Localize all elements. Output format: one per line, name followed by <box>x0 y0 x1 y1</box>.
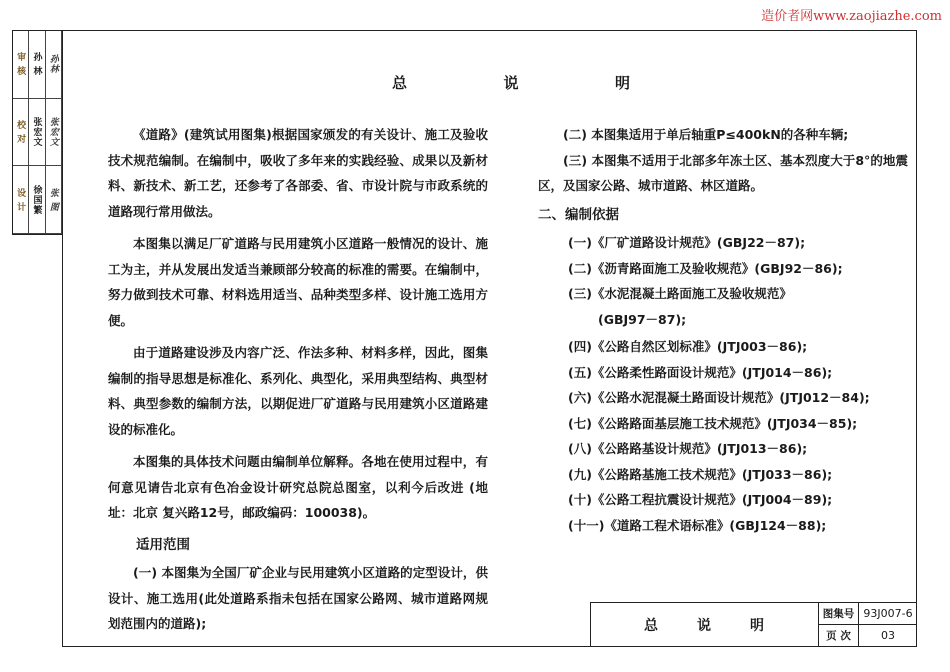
spec-item: (十一)《道路工程术语标准》(GBJ124－88); <box>568 517 827 533</box>
page-number-value: 03 <box>881 628 895 642</box>
atlas-number-label: 图集号 <box>819 603 859 625</box>
spec-item: (六)《公路水泥混凝土路面设计规范》(JTJ012－84); <box>568 390 870 405</box>
signature-review: 孙林 <box>46 31 62 99</box>
atlas-number-value: 93J007-6 <box>859 603 917 625</box>
role-design: 设 计 <box>13 166 29 234</box>
title-block-char-2: 说 <box>697 617 712 634</box>
principles-paragraph: 由于道路建设涉及内容广泛、作法多种、材料多样，因此，图集编制的指导思想是标准化、系列化、典型化，采用典型结构、典型材料、典型参数的编制方法，以期促进厂矿道路与民用建筑小区道路建设的标准化。 <box>108 345 488 437</box>
signature-proofread: 张宏文 <box>46 99 62 167</box>
role-review: 审 核 <box>13 31 29 99</box>
title-block-title <box>591 603 818 646</box>
page-title-char-2: 说 <box>503 74 521 92</box>
intro-paragraph: 《道路》(建筑试用图集)根据国家颁发的有关设计、施工及验收技术规范编制。在编制中，吸收了多年来的实践经验、成果以及新材料、新技术、新工艺，还参考了各部委、省、市设计院与市政系统的道路现行常用做法。 <box>108 127 488 219</box>
spec-item-continued: (GBJ97－87); <box>598 311 687 327</box>
title-block-char-1: 总 <box>644 617 659 634</box>
spec-item: (二)《沥青路面施工及验收规范》(GBJ92－86); <box>568 260 843 276</box>
page-title-char-1: 总 <box>392 74 410 92</box>
signature-strip <box>12 30 62 235</box>
scope-item-2: (二) 本图集适用于单后轴重P≤400kN的各种车辆; <box>563 127 849 142</box>
spec-item: (十)《公路工程抗震设计规范》(JTJ004－89); <box>568 492 833 507</box>
title-block-char-3: 明 <box>750 617 765 634</box>
spec-item: (八)《公路路基设计规范》(JTJ013－86); <box>568 441 808 456</box>
signature-design: 张 图 <box>46 166 62 234</box>
page-title-char-3: 明 <box>614 74 632 92</box>
name-design: 徐国繁 <box>29 166 45 234</box>
page-number-label: 页 次 <box>819 625 859 647</box>
title-block <box>590 602 917 647</box>
spec-item: (五)《公路柔性路面设计规范》(JTJ014－86); <box>568 364 833 380</box>
scope-heading: 适用范围 <box>136 536 190 553</box>
spec-item: (九)《公路路基施工技术规范》(JTJ033－86); <box>568 466 833 482</box>
scope-item-1: (一) 本图集为全国厂矿企业与民用建筑小区道路的定型设计，供设计、施工选用(此处道路系指未包括在国家公路网、城市道路网规划范围内的道路); <box>108 565 488 631</box>
scope-paragraph: 本图集以满足厂矿道路与民用建筑小区道路一般情况的设计、施工为主，并从发展出发适当兼顾部分较高的标准的需要。在编制中，努力做到技术可靠、材料选用适当、品种类型多样、设计施工选用方便。 <box>108 236 488 328</box>
contact-paragraph: 本图集的具体技术问题由编制单位解释。各地在使用过程中，有何意见请告北京有色冶金设计研究总院总图室，以利今后改进 (地址：北京 复兴路12号，邮政编码：100038)。 <box>108 454 488 520</box>
right-column <box>538 122 908 538</box>
basis-heading: 二、编制依据 <box>538 206 619 223</box>
spec-item: (四)《公路自然区划标准》(JTJ003－86); <box>568 339 808 354</box>
scope-item-3: (三) 本图集不适用于北部多年冻土区、基本烈度大于8°的地震区，及国家公路、城市道路、林区道路。 <box>538 152 908 193</box>
name-proofread: 张宏文 <box>29 99 45 167</box>
spec-item: (三)《水泥混凝土路面施工及验收规范》 <box>568 286 792 301</box>
spec-item: (七)《公路路面基层施工技术规范》(JTJ034－85); <box>568 415 858 431</box>
spec-item: (一)《厂矿道路设计规范》(GBJ22－87); <box>568 235 806 250</box>
name-review: 孙 林 <box>29 31 45 99</box>
role-proofread: 校 对 <box>13 99 29 167</box>
page-title <box>392 72 632 93</box>
title-block-info <box>818 603 917 646</box>
left-column <box>108 122 488 644</box>
site-watermark: 造价者网www.zaojiazhe.com <box>761 9 942 24</box>
